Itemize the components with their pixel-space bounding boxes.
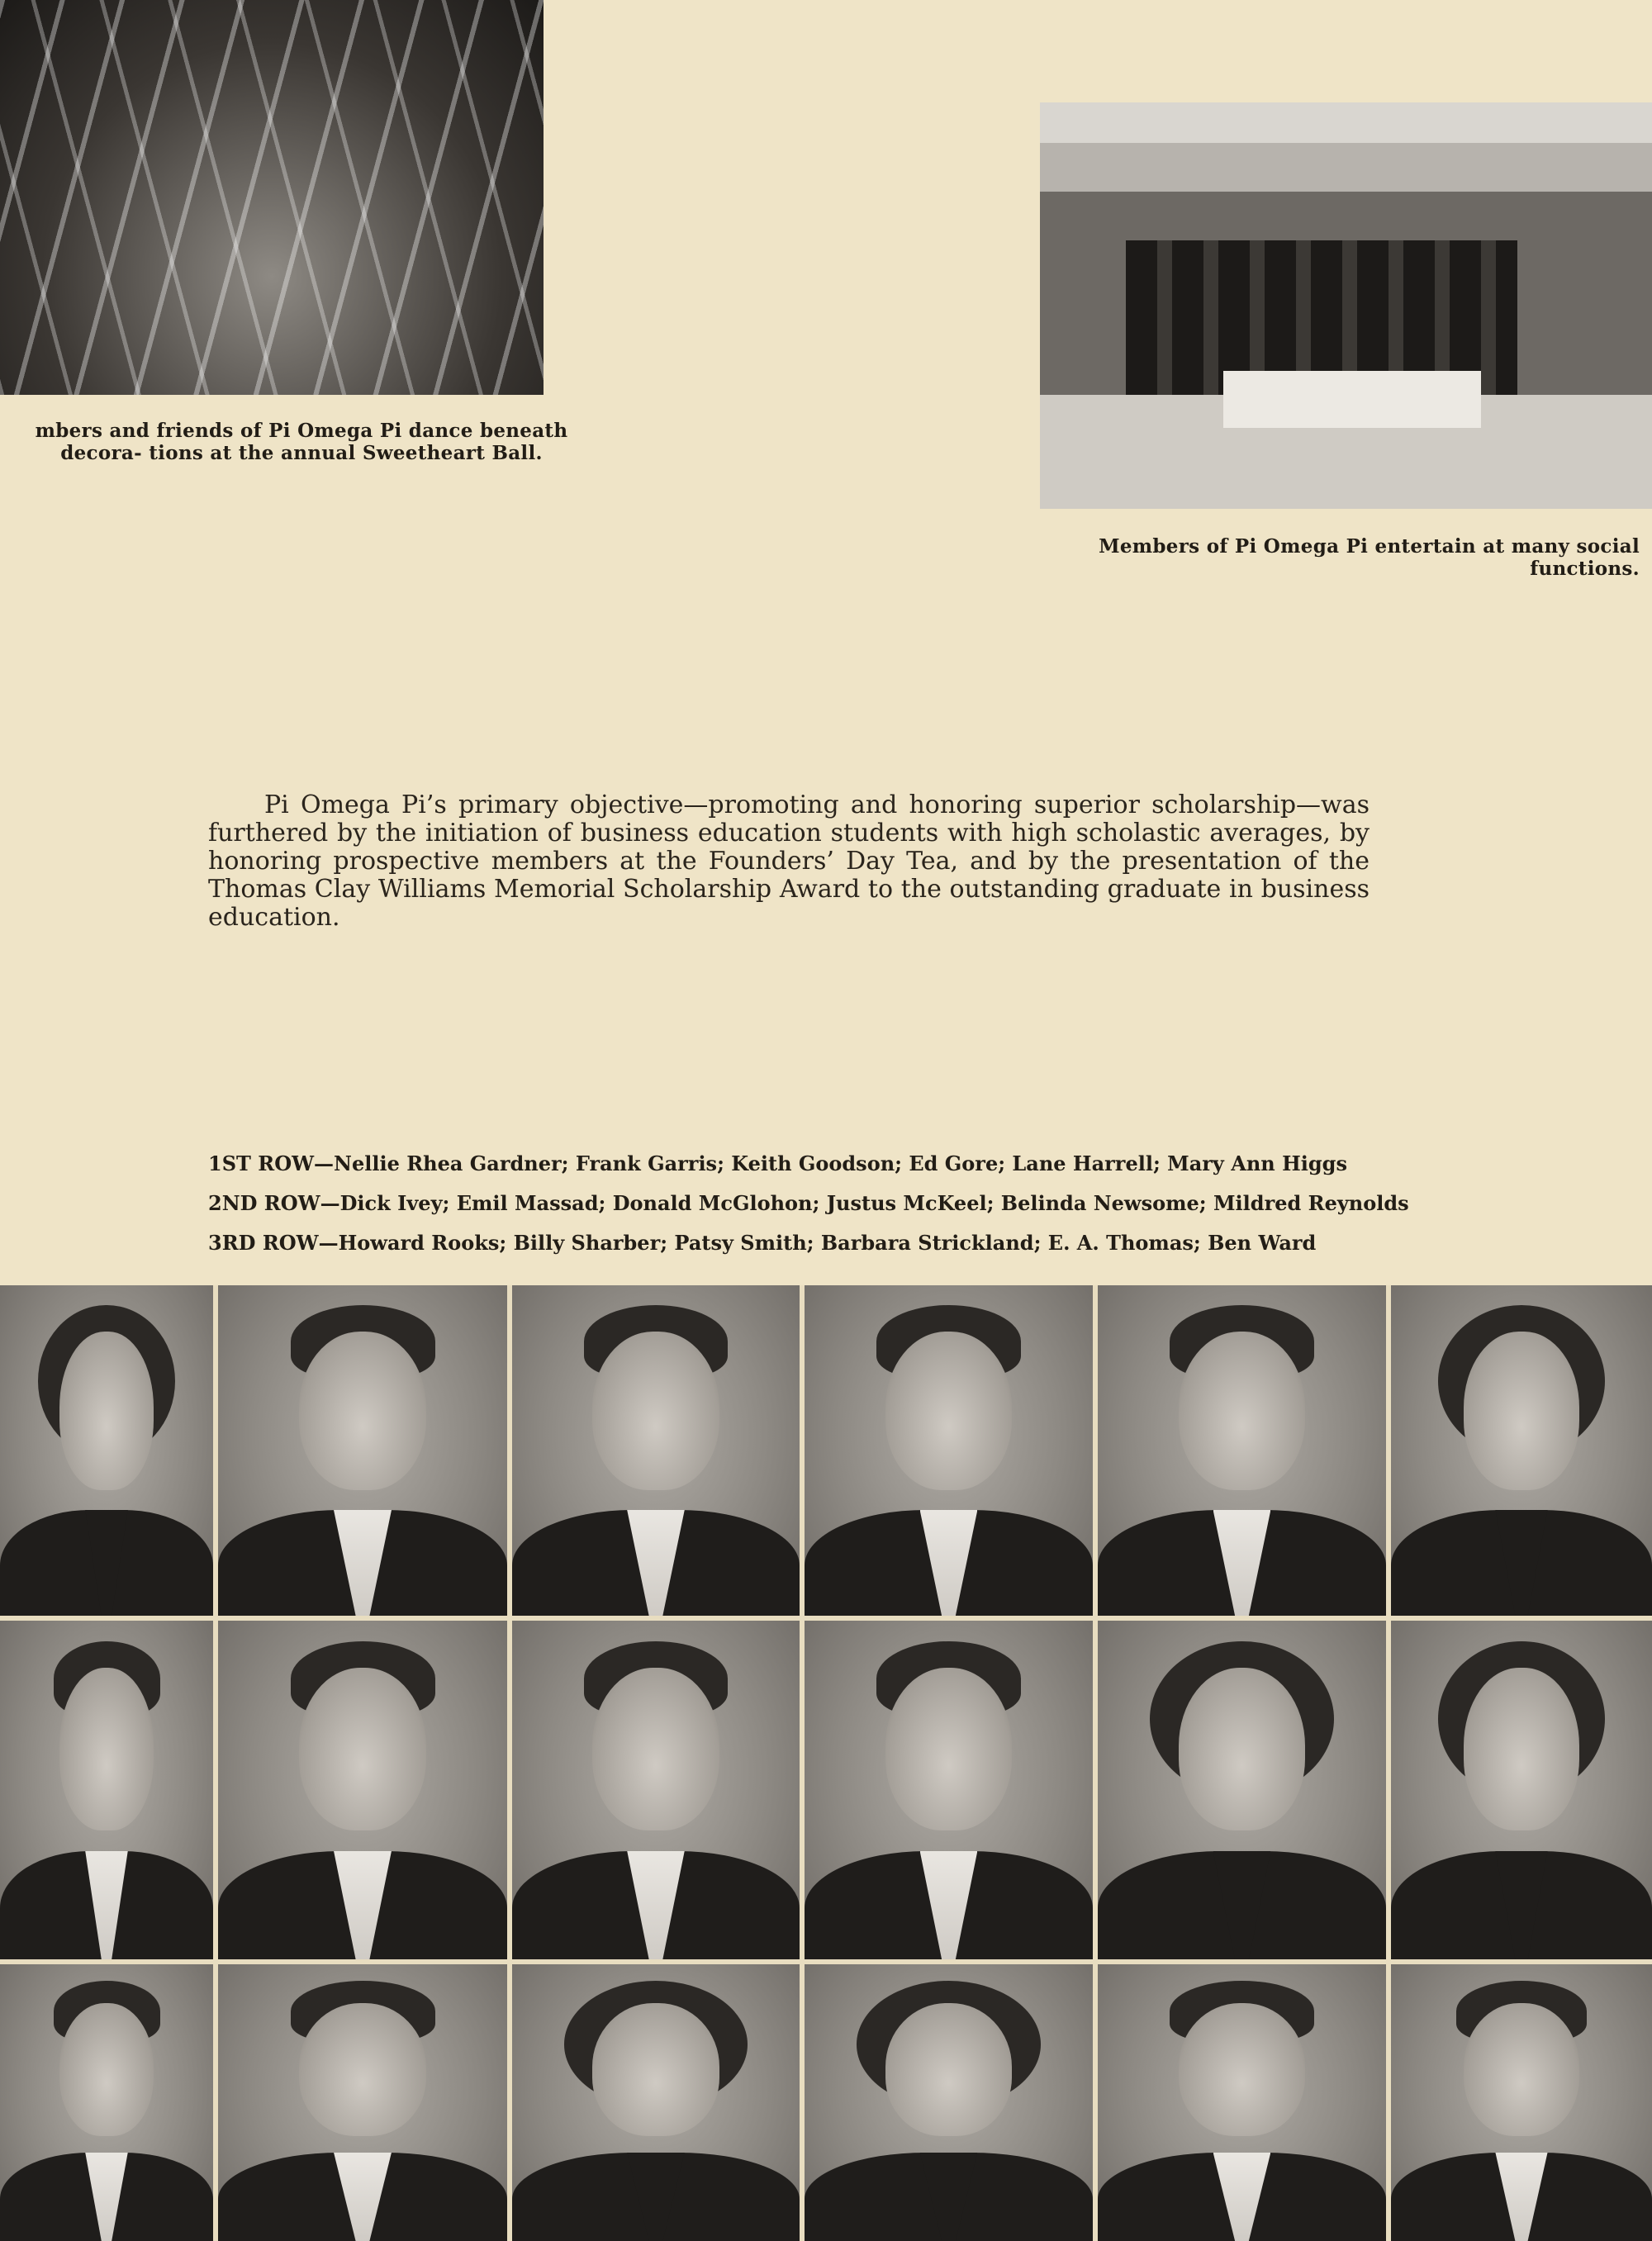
objective-paragraph: Pi Omega Pi’s primary objective—promoting and honoring superior scholarship—was furthered by the initiation of business education students with high scholastic averages, by honoring prospective members at the Founders’ Day Tea, and by the presentation of the Thomas Clay Williams Memorial Scholarship Award to the outstanding graduate in business education.: [208, 791, 1370, 932]
member-portrait: [805, 1964, 1093, 2241]
member-portrait: [218, 1285, 507, 1616]
roster-row-2: 2ND ROW—Dick Ivey; Emil Massad; Donald McGlohon; Justus McKeel; Belinda Newsome; Mildred Reynolds: [208, 1191, 1409, 1215]
member-portrait: [0, 1285, 213, 1616]
sweetheart-ball-caption: mbers and friends of Pi Omega Pi dance beneath decora- tions at the annual Sweetheart Ball.: [35, 420, 568, 464]
member-portrait: [512, 1964, 800, 2241]
social-function-photo: [1040, 102, 1652, 509]
member-portrait: [805, 1285, 1093, 1616]
social-function-caption: Members of Pi Omega Pi entertain at many social functions.: [1099, 535, 1640, 580]
sweetheart-ball-photo: [0, 0, 544, 395]
member-portrait-grid: [0, 1285, 1652, 2241]
member-portrait: [1098, 1964, 1386, 2241]
member-portrait: [1391, 1964, 1652, 2241]
member-portrait: [1391, 1621, 1652, 1959]
member-portrait: [0, 1621, 213, 1959]
roster-row-3: 3RD ROW—Howard Rooks; Billy Sharber; Patsy Smith; Barbara Strickland; E. A. Thomas; Ben Ward: [208, 1231, 1317, 1255]
member-portrait: [512, 1621, 800, 1959]
member-portrait: [1098, 1285, 1386, 1616]
roster-row-1: 1ST ROW—Nellie Rhea Gardner; Frank Garris; Keith Goodson; Ed Gore; Lane Harrell; Mary Ann Higgs: [208, 1151, 1347, 1175]
member-portrait: [0, 1964, 213, 2241]
member-portrait: [1391, 1285, 1652, 1616]
member-portrait: [805, 1621, 1093, 1959]
member-portrait: [218, 1964, 507, 2241]
member-portrait: [218, 1621, 507, 1959]
member-portrait: [512, 1285, 800, 1616]
member-portrait: [1098, 1621, 1386, 1959]
